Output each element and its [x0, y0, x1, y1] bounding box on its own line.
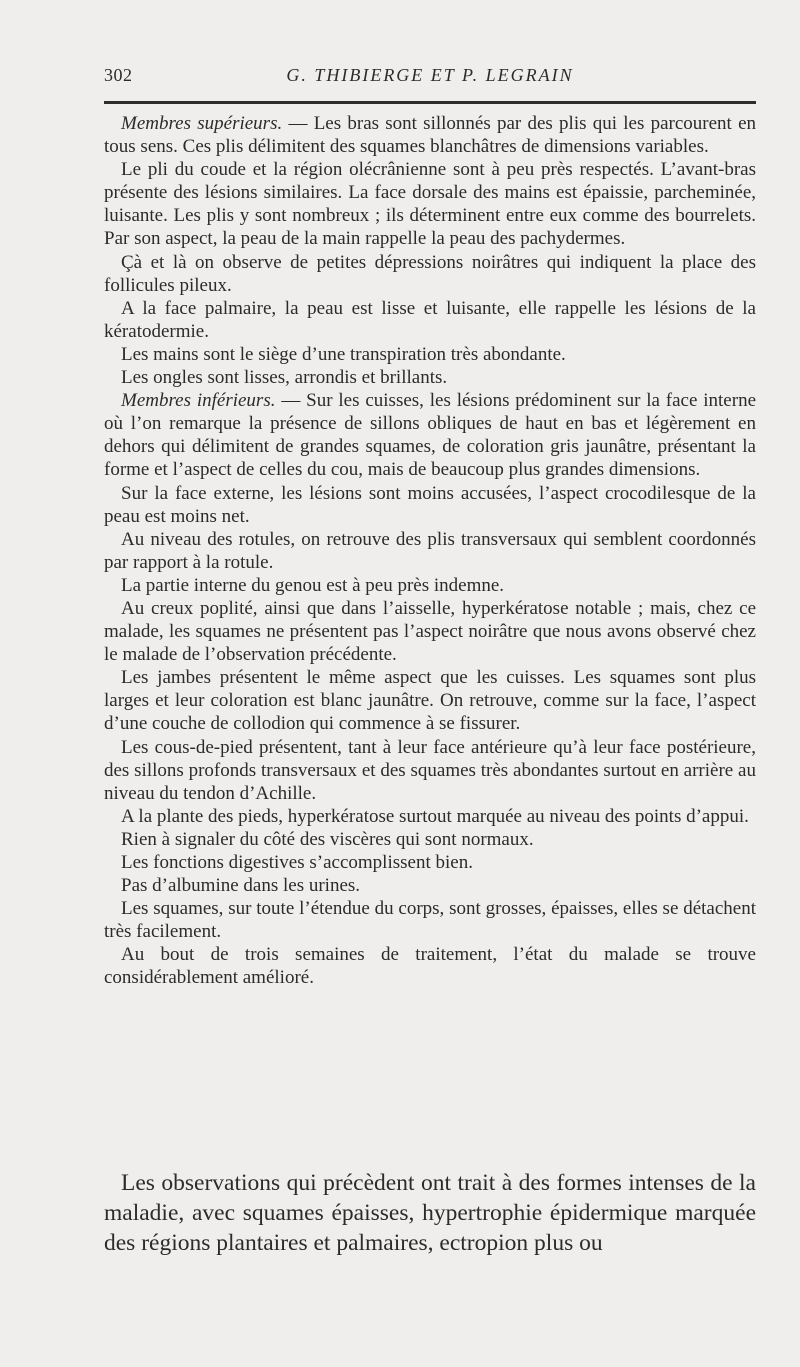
running-head — [104, 62, 756, 88]
paragraph-membres-superieurs — [104, 112, 756, 158]
page-number: 302 — [104, 65, 133, 85]
paragraph: La partie interne du genou est à peu près indemne. — [121, 574, 505, 596]
paragraph: Les mains sont le siège d’une transpiration très abondante. — [121, 343, 566, 365]
paragraph: Les cous-de-pied présentent, tant à leur face antérieure qu’à leur face postérieure, des sillons profonds transversaux et des squames très abondantes surtout en arrière au niveau du tendon d’Achille. — [104, 736, 756, 804]
paragraph: Les fonctions digestives s’accomplissent bien. — [121, 852, 473, 873]
paragraph: Les jambes présentent le même aspect que les cuisses. Les squames sont plus larges et leur coloration est blanc jaunâtre. On retrouve, comme sur la face, l’aspect d’une couche de collodion qui commence à se fissurer. — [104, 667, 756, 735]
paragraph: Au niveau des rotules, on retrouve des plis transversaux qui semblent coordonnés par rapport à la rotule. — [104, 528, 756, 573]
paragraph-text: — Sur les cuisses, les lésions prédominent sur la face interne où l’on remarque la présence de sillons obliques de haut en bas et légèrement en dehors qui délimitent de grandes squames, de coloration gris jaunâtre, présentant la forme et l’aspect de celles du cou, mais de beaucoup plus grandes dimensions. — [104, 390, 756, 481]
section-lead: Membres supérieurs. — [121, 113, 283, 134]
paragraph: Le pli du coude et la région olécrânienne sont à peu près respectés. L’avant-bras présente des lésions similaires. La face dorsale des mains est épaissie, parcheminée, luisante. Les plis y sont nombreux ; ils déterminent entre eux comme des bourrelets. Par son aspect, la peau de la main rappelle la peau des pachydermes. — [104, 159, 756, 250]
header-rule — [104, 101, 756, 104]
paragraph: Les ongles sont lisses, arrondis et brillants. — [121, 367, 448, 389]
paragraph: Rien à signaler du côté des viscères qui sont normaux. — [121, 828, 534, 850]
paragraph: Les squames, sur toute l’étendue du corps, sont grosses, épaisses, elles se détachent très facilement. — [104, 898, 756, 943]
paragraph-text: — Les bras sont sillonnés par des plis qui les parcourent en tous sens. Ces plis délimitent des squames blanchâtres de dimensions variables. — [104, 113, 756, 158]
paragraph-membres-inferieurs — [104, 389, 756, 481]
paragraph: Au bout de trois semaines de traitement, l’état du malade se trouve considérablement amélioré. — [104, 944, 756, 989]
paragraph: A la face palmaire, la peau est lisse et luisante, elle rappelle les lésions de la kératodermie. — [104, 297, 756, 342]
paragraph: Au creux poplité, ainsi que dans l’aisselle, hyperkératose notable ; mais, chez ce malade, les squames ne présentent pas l’aspect noirâtre que nous avons observé chez le malade de l’observation précédente. — [104, 597, 756, 666]
running-title: G. THIBIERGE ET P. LEGRAIN — [286, 65, 574, 85]
paragraph: Pas d’albumine dans les urines. — [121, 875, 361, 897]
section-lead: Membres inférieurs. — [121, 390, 276, 412]
paragraph: Sur la face externe, les lésions sont moins accusées, l’aspect crocodilesque de la peau est moins net. — [104, 482, 756, 527]
paragraph: Çà et là on observe de petites dépressions noirâtres qui indiquent la place des follicules pileux. — [104, 251, 756, 296]
paragraph: A la plante des pieds, hyperkératose surtout marquée au niveau des points d’appui. — [121, 805, 749, 827]
main-text-continuation — [104, 1168, 756, 1258]
paragraph: Les observations qui précèdent ont trait à des formes intenses de la maladie, avec squames épaisses, hypertrophie épidermique marquée des régions plantaires et palmaires, ectropion plus ou — [104, 1170, 756, 1256]
case-observation-text — [104, 112, 756, 990]
